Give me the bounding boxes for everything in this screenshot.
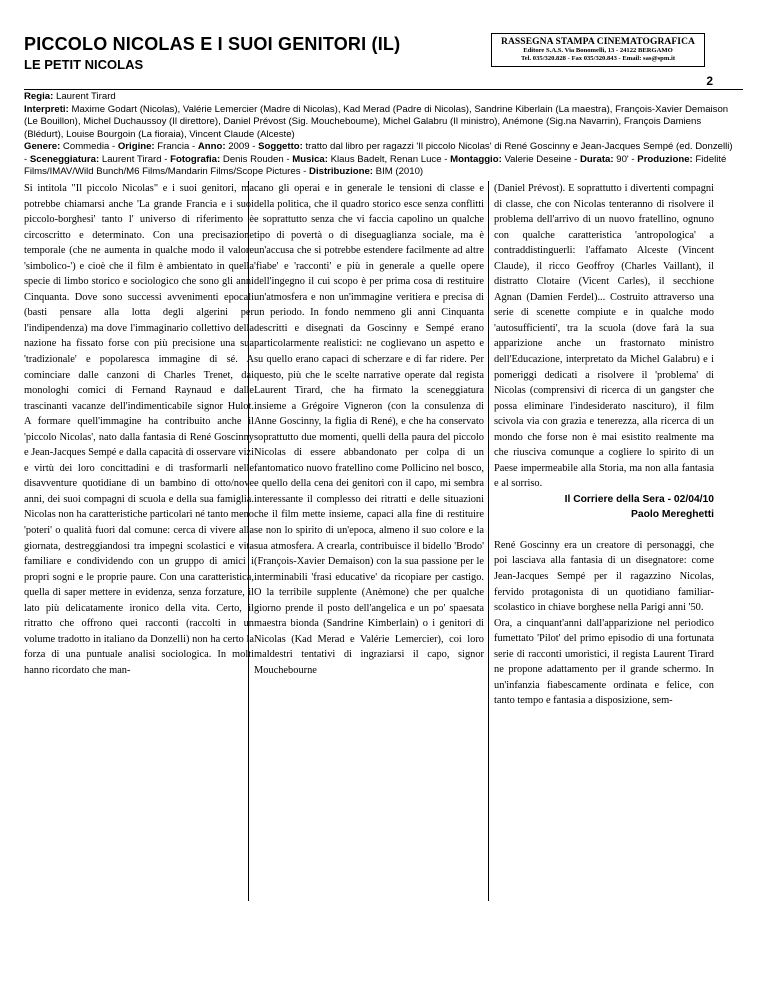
- distribuzione-label: Distribuzione:: [309, 166, 373, 177]
- column-divider: [248, 181, 249, 901]
- credits-block: [24, 91, 734, 179]
- soggetto-value: tratto dal libro per ragazzi 'Il piccolo Nicolas' di René Goscinny e Jean-Jacques Sempé (ed. Donzelli) -: [24, 141, 733, 165]
- fotografia-value: Denis Rouden -: [220, 153, 293, 165]
- stamp-address: Editore S.A.S. Via Bonomelli, 13 - 24122 BERGAMO: [523, 47, 673, 54]
- musica-label: Musica:: [292, 153, 328, 165]
- review-author: Paolo Mereghetti: [631, 509, 714, 521]
- anno-label: Anno:: [197, 141, 226, 152]
- article-column-2: [254, 181, 484, 679]
- fotografia-label: Fotografia:: [170, 153, 221, 165]
- article-paragraph: Ora, a cinquant'anni dall'apparizione nel periodico fumettato 'Pilot' del primo episodio di una fortunata serie di racconti umoristici, il regista Laurent Tirard ne propone adattamento per il grande schermo. In un'infanzia fiabescamente ordinata e felice, con tanto tempo e fantasia a disposizione, sem-: [494, 617, 714, 707]
- genere-value: Commedia -: [60, 141, 118, 152]
- regia-label: Regia:: [24, 91, 54, 102]
- sceneggiatura-label: Sceneggiatura:: [29, 153, 100, 165]
- distribuzione-value: BIM (2010): [373, 166, 424, 177]
- article-paragraph: cano gli operai e in generale le tensioni di classe e della politica, che il quadro storico esce senza conflitti e soprattutto senza che vi faccia capolino un qualche tipo di povertà o di diseguaglianza sociale, ma è un'accusa che si potrebbe estendere facilmente ad altre 'fiabe' e 'racconti' e più in generale a quelle opere dell'ingegno il cui scopo è per prima cosa di restituire un'atmosfera e non un'immagine veritiera e precisa di un periodo. In fondo nemmeno gli anni Cinquanta descritti e disegnati da Goscinny e Sempé erano particolarmente realistici: ne coglievano un aspetto e su quello erano capaci di scherzare e di far ridere. Per questo, più che le scelte narrative operate dal regista Laurent Tirard, che ha firmato la sceneggiatura insieme a Grégoire Vigneron (con la consulenza di Anne Goscinny, la figlia di René), e che ha conservato soprattutto due momenti, quelli della paura del piccolo Nicolas di essere abbandonato per colpa di un fantomatico nuovo fratellino come Pollicino nel bosco, e quello della cena dei genitori con il capo, mi sembra interessante il complesso dei ritratti e delle situazioni che il film mette insieme, capaci alla fine di restituire se non lo spirito di un'epoca, almeno il suo colore e la sua atmosfera. A crearla, contribuisce il bidello 'Brodo' (François-Xavier Demaison) con la sua passione per le interminabili 'frasi educative' da ricopiare per castigo. O la terribile supplente (Anèmone) che per qualche giorno prende il posto dell'angelica e un po' spaesata maestra bionda (Sandrine Kimberlain) o i genitori di Nicolas (Kad Merad e Valérie Lemercier), coi loro maldestri tentativi di ingraziarsi il capo, signor Mouchebourne: [254, 183, 484, 676]
- interpreti-label: Interpreti:: [24, 103, 69, 115]
- produzione-value: Fidelité Films/IMAV/Wild Bunch/M6 Films/Mandarin Films/Scope Pictures -: [24, 153, 727, 177]
- stamp-contacts: Tel. 035/320.828 - Fax 035/320.843 - Email: sas@spm.it: [520, 55, 676, 62]
- interpreti-value: Maxime Godart (Nicolas), Valérie Lemercier (Madre di Nicolas), Kad Merad (Padre di Nicolas), Sandrine Kiberlain (La maestra), François-Xavier Demaison (Le Bouillon), Michel Duchaussoy (Il direttore), Daniel Prévost (Sig. Moucheboume), Michel Galabru (Il ministro), Anémone (Sig.na Navarrin), François Damiens (Blédurt), Louise Bourgoin (La fioraia), Vincent Claude (Alceste): [24, 103, 729, 140]
- review-source: Il Corriere della Sera - 02/04/10: [564, 493, 714, 505]
- column-divider: [488, 181, 489, 901]
- soggetto-label: Soggetto:: [258, 141, 303, 152]
- montaggio-label: Montaggio:: [450, 153, 502, 165]
- publisher-stamp: [491, 33, 705, 67]
- article-paragraph: (Daniel Prévost). E soprattutto i divertenti compagni di classe, che con Nicolas tenteranno di risolvere il problema dell'arrivo di un nuovo fratellino, ognuno con qualche caratteristica 'antropologica' a contraddistinguerli: l'affamato Alceste (Vincent Claude), il ricco Geoffroy (Charles Vaillant), il distratto Clotaire (Vicent Carles), il secchione Agnan (Damien Ferdel)... Costruito attraverso una serie di scenette compiute e in qualche modo 'autosufficienti', tra la scuola (dove farà la sua apparizione anche un frastornato ministro dell'Educazione, interpretato da Michel Galabru) e i pomeriggi dedicati a risolvere il 'problema' di Nicolas (comprensivi di ricerca di un gangster che possa eliminare l'indesiderato nascituro), il film scivola via con grazia e tenerezza, alla ricerca di un mondo che forse non è mai esistito realmente ma che riusciva comunque a cogliere lo spirito di un Paese impermeabile alla Storia, ma non alla fantasia e al sorriso.: [494, 183, 714, 490]
- article-paragraph: René Goscinny era un creatore di personaggi, che poi lasciava alla fantasia di un disegnatore: come Jean-Jacques Sempé per il ragazzino Nicolas, fervido protagonista di un quotidiano familiar-scolastico in chiave borghese nella Parigi anni '50.: [494, 539, 714, 614]
- stamp-title: RASSEGNA STAMPA CINEMATOGRAFICA: [501, 37, 695, 47]
- original-title: LE PETIT NICOLAS: [24, 57, 144, 72]
- origine-label: Origine:: [117, 141, 155, 152]
- page-number: 2: [706, 74, 713, 88]
- origine-value: Francia -: [154, 141, 198, 152]
- durata-value: 90' -: [613, 153, 638, 165]
- article-column-3: [494, 181, 714, 709]
- montaggio-value: Valerie Deseine -: [501, 153, 580, 165]
- durata-label: Durata:: [580, 153, 614, 165]
- sceneggiatura-value: Laurent Tirard -: [99, 153, 171, 165]
- genere-label: Genere:: [24, 141, 61, 152]
- musica-value: Klaus Badelt, Renan Luce -: [327, 153, 451, 165]
- section-spacer: [494, 523, 714, 538]
- header-divider: [24, 89, 743, 90]
- article-column-1: [24, 181, 254, 679]
- regia-value: Laurent Tirard: [53, 91, 116, 102]
- article-paragraph: Si intitola "Il piccolo Nicolas" e i suoi genitori, ma potrebbe chiamarsi anche 'La grande Francia e i suoi piccolo-borghesi' tanto l' universo di riferimento è circoscritto e determinato. Con una precisazione temporale (che ne aumenta in qualche modo il valore 'simbolico-') e cioè che il film è ambientato in quella specie di limbo storico e sociologico che sono gli anni Cinquanta. Dove sono successi avvenimenti epocali (basti pensare alla lotta degli algerini per l'indipendenza) ma dove l'immaginario collettivo della nazione ha fissato forse con più precisione una sua 'tradizionale' e popolaresca immagine di sé. A cominciare dalle canzoni di Charles Trenet, dai monologhi comici di Fernand Raynaud e dalle trascinanti vacanze dell'indimenticabile signor Hulot. A formare quell'immagine ha contribuito anche il 'piccolo Nicolas', nato dalla fantasia di René Goscinny e Jean-Jacques Sempé e dalla capacità di osservare vizi e virtù dei loro concittadini e di trasformarli nelle disavventure quotidiane di un bambino di otto/nove anni, dei suoi compagni di scuola e della sua famiglia. Nicolas non ha caratteristiche particolari né tanto meno 'poteri' o qualità fuori dal comune: cerca di vivere alla giornata, destreggiandosi tra impegni scolastici e vita familiare e condividendo con un gruppo di amici i propri sogni e le proprie paure. Con una caratteristica, quella di saper mettere in evidenza, senza forzature, il lato più delicatamente ironico della vita. Certo, il ritratto che offrono quei racconti (raccolti in un volume tradotto in italiano da Donzelli) non ha certo la forza di una puntuale analisi sociologica. In molti hanno ricordato che man-: [24, 183, 254, 676]
- produzione-label: Produzione:: [637, 153, 693, 165]
- film-title: PICCOLO NICOLAS E I SUOI GENITORI (IL): [24, 34, 401, 54]
- anno-value: 2009 -: [225, 141, 259, 152]
